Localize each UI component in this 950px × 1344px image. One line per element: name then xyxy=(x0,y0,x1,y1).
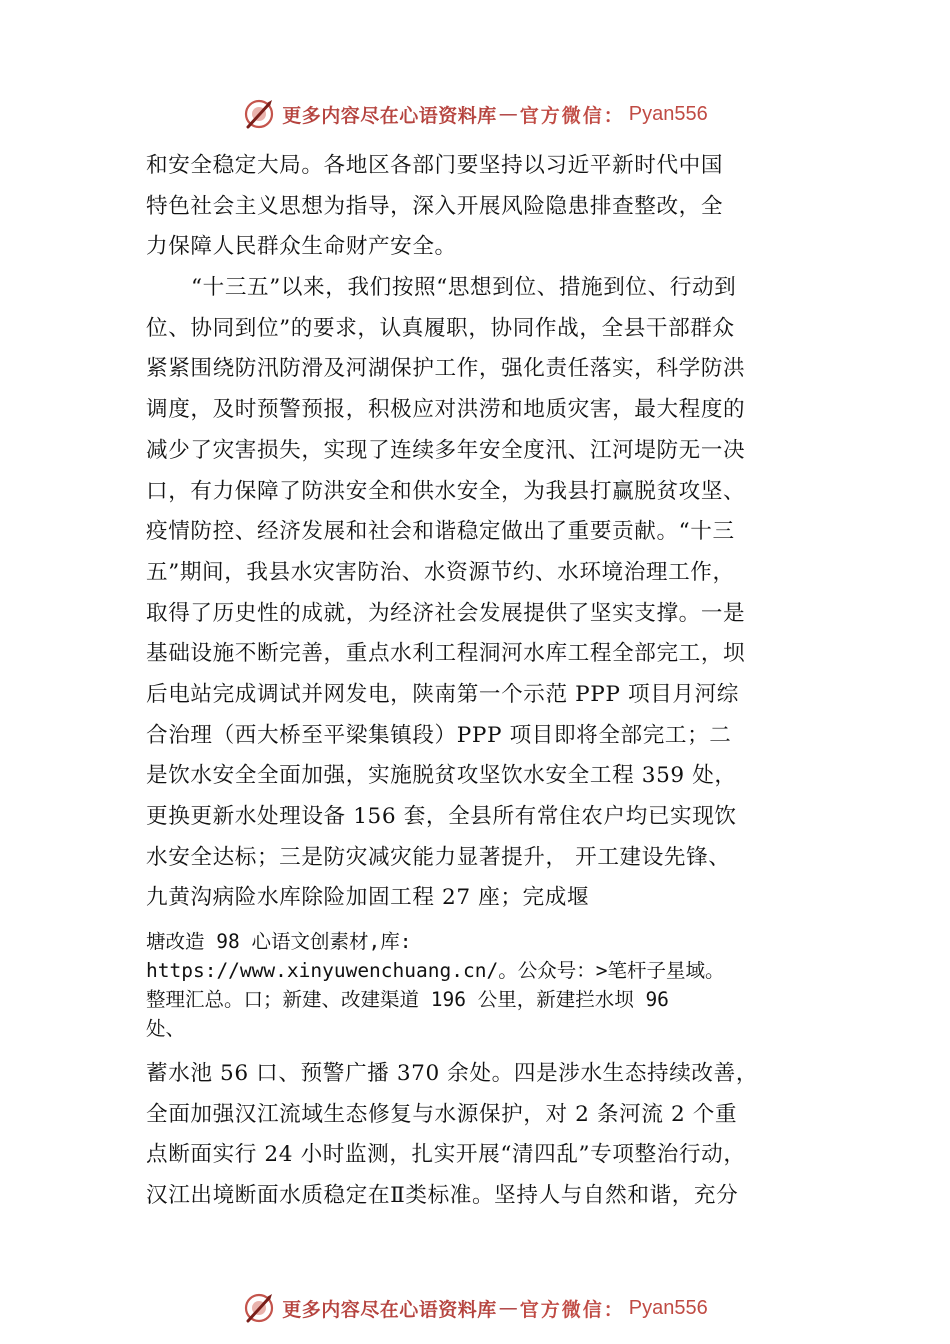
text-line: 基础设施不断完善，重点水利工程洞河水库工程全部完工，坝 xyxy=(146,641,746,667)
text-line: 疫情防控、经济发展和社会和谐稳定做出了重要贡献。“十三 xyxy=(146,519,735,545)
text-line: 汉江出境断面水质稳定在Ⅱ类标准。坚持人与自然和谐，充分 xyxy=(146,1183,739,1209)
text-line: 取得了历史性的成就，为经济社会发展提供了坚实支撑。一是 xyxy=(146,600,746,626)
banner-dash: — xyxy=(498,1297,518,1319)
text-line: 五”期间，我县水灾害防治、水资源节约、水环境治理工作， xyxy=(146,559,735,585)
text-line: 是饮水安全全面加强，实施脱贫攻坚饮水安全工程 359 处， xyxy=(146,763,737,789)
watermark-banner-bottom xyxy=(0,1288,950,1328)
banner-brand: 更多内容尽在心语资料库 xyxy=(282,1298,497,1321)
brush-logo-icon xyxy=(242,1291,276,1325)
banner-brand: 更多内容尽在心语资料库 xyxy=(282,104,497,127)
body-text-block-2 xyxy=(146,1054,826,1217)
brush-logo-icon xyxy=(242,97,276,131)
text-line: 点断面实行 24 小时监测，扎实开展“清四乱”专项整治行动， xyxy=(146,1142,746,1168)
text-line: 九黄沟病险水库除险加固工程 27 座；完成堰 xyxy=(146,885,590,911)
text-line: 紧紧围绕防汛防滑及河湖保护工作，强化责任落实，科学防洪 xyxy=(146,356,746,382)
text-line: 调度，及时预警预报，积极应对洪涝和地质灾害，最大程度的 xyxy=(146,397,746,423)
mono-line: 处、 xyxy=(146,1017,186,1040)
banner-dash: — xyxy=(498,103,518,125)
text-line: 特色社会主义思想为指导，深入开展风险隐患排查整改，全 xyxy=(146,193,724,219)
banner-wechat-label: 官方微信： xyxy=(519,1298,625,1321)
text-line: 口，有力保障了防洪安全和供水安全，为我县打赢脱贫攻坚、 xyxy=(146,478,746,504)
text-line: 合治理（西大桥至平梁集镇段）PPP 项目即将全部完工；二 xyxy=(146,722,732,748)
banner-wechat-id: Pyan556 xyxy=(628,1296,708,1319)
text-line: 位、协同到位”的要求，认真履职，协同作战，全县干部群众 xyxy=(146,315,735,341)
banner-wechat-label: 官方微信： xyxy=(519,104,625,127)
text-line: 后电站完成调试并网发电，陕南第一个示范 PPP 项目月河综 xyxy=(146,681,739,707)
mono-line: 整理汇总。口；新建、改建渠道 196 公里，新建拦水坝 96 xyxy=(146,988,669,1011)
paragraph-start-line: “十三五”以来，我们按照“思想到位、措施到位、行动到 xyxy=(191,275,737,301)
mono-line: https://www.xinyuwenchuang.cn/。公众号：>笔杆子星域。 xyxy=(146,959,725,982)
text-line: 减少了灾害损失，实现了连续多年安全度汛、江河堤防无一决 xyxy=(146,437,746,463)
text-line: 全面加强汉江流域生态修复与水源保护，对 2 条河流 2 个重 xyxy=(146,1101,738,1127)
text-line: 力保障人民群众生命财产安全。 xyxy=(146,234,457,260)
inserted-watermark-text xyxy=(146,927,724,1043)
text-line: 和安全稳定大局。各地区各部门要坚持以习近平新时代中国 xyxy=(146,153,724,178)
watermark-banner-top xyxy=(0,94,950,134)
banner-wechat-id: Pyan556 xyxy=(628,102,708,125)
text-line: 蓄水池 56 口、预警广播 370 余处。四是涉水生态持续改善， xyxy=(146,1061,759,1086)
mono-line: 塘改造 98 心语文创素材,库: xyxy=(146,930,412,953)
body-text-block-1 xyxy=(146,146,826,919)
text-line: 更换更新水处理设备 156 套，全县所有常住农户均已实现饮 xyxy=(146,804,737,829)
text-line: 水安全达标；三是防灾减灾能力显著提升， 开工建设先锋、 xyxy=(146,844,731,870)
